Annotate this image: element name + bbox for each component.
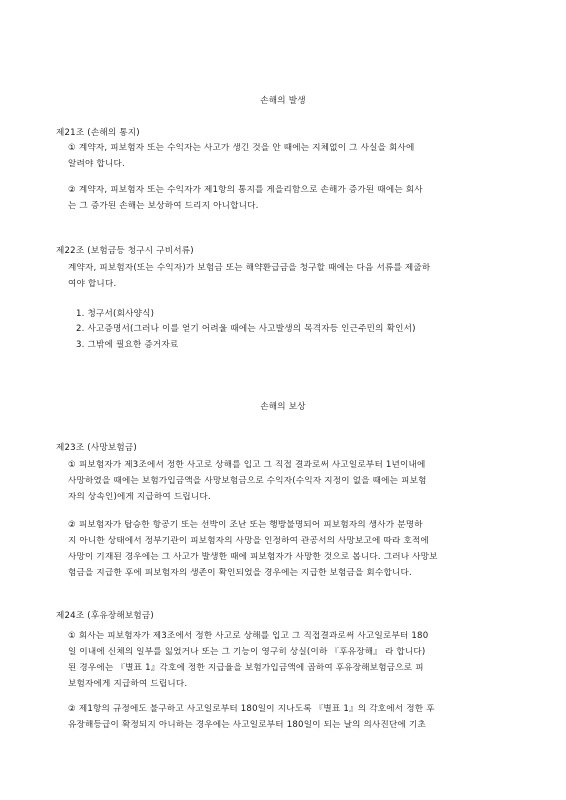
article-22-item-3: 3. 그밖에 필요한 증거자료 <box>76 340 179 350</box>
text-line: 사망하였을 때에는 보험가입금액을 사망보험금으로 수익자(수익자 지정이 없을 때에는 피보험 <box>68 476 427 486</box>
article-24-paragraph-2 <box>68 704 516 731</box>
article-23-heading: 제23조 (사망보험금) <box>56 443 137 453</box>
text-line: ① 계약자, 피보험자 또는 수익자는 사고가 생긴 것을 안 때에는 지체없이 그 사실을 회사에 <box>68 143 415 153</box>
article-21-paragraph-1 <box>68 143 516 170</box>
article-22-item-1: 1. 청구서(회사양식) <box>76 309 155 319</box>
article-23-paragraph-2 <box>68 520 516 579</box>
text-line: 된 경우에는 『별표 1』각호에 정한 지급율을 보험가입금액에 곱하여 후유장해보험금으로 피 <box>68 663 424 673</box>
text-line: ② 피보험자가 탑승한 항공기 또는 선박이 조난 또는 행방불명되어 피보험자의 생사가 분명하 <box>68 520 423 530</box>
text-line: ① 피보험자가 제3조에서 정한 사고로 상해를 입고 그 직접 결과로써 사고일로부터 1년이내에 <box>68 460 426 470</box>
text-line: 사망이 기재된 경우에는 그 사고가 발생한 때에 피보험자가 사망한 것으로 봅니다. 그러나 사망보 <box>68 552 438 562</box>
article-23-paragraph-1 <box>68 460 516 503</box>
article-21-paragraph-2 <box>68 185 516 212</box>
text-line: ① 회사는 피보험자가 제3조에서 정한 사고로 상해를 입고 그 직접결과로써 사고일로부터 180 <box>68 631 429 641</box>
text-line: 는 그 증가된 손해는 보상하여 드리지 아니합니다. <box>68 201 259 211</box>
text-line: 지 아니한 상태에서 정부기관이 피보험자의 사망을 인정하여 관공서의 사망보고에 따라 호적에 <box>68 536 429 546</box>
article-22-paragraph-1 <box>68 263 516 290</box>
text-line: 일 이내에 신체의 일부를 잃었거나 또는 그 기능이 영구히 상실(이하 『후유장해』 라 합니다) <box>68 647 426 657</box>
section-title-damage-occurrence: 손해의 발생 <box>260 96 306 106</box>
text-line: 유장해등급이 확정되지 아니하는 경우에는 사고일로부터 180일이 되는 날의 의사진단에 기초 <box>68 720 426 730</box>
text-line: ② 계약자, 피보험자 또는 수익자가 제1항의 통지를 게을리함으로 손해가 증가된 때에는 회사 <box>68 185 423 195</box>
text-line: ② 제1항의 규정에도 불구하고 사고일로부터 180일이 지나도록 『별표 1』의 각호에서 정한 후 <box>68 704 435 714</box>
text-line: 계약자, 피보험자(또는 수익자)가 보험금 또는 해약환급금을 청구할 때에는 다음 서류를 제출하 <box>68 263 431 273</box>
article-24-paragraph-1 <box>68 631 516 690</box>
article-22-heading: 제22조 (보험금등 청구시 구비서류) <box>56 246 194 256</box>
text-line: 보험자에게 지급하여 드립니다. <box>68 679 188 689</box>
text-line: 알려야 합니다. <box>68 159 125 169</box>
article-24-heading: 제24조 (후유장해보험금) <box>56 611 154 621</box>
text-line: 여야 합니다. <box>68 279 117 289</box>
text-line: 자의 상속인)에게 지급하여 드립니다. <box>68 492 211 502</box>
section-title-damage-compensation: 손해의 보상 <box>260 402 306 412</box>
article-22-item-2: 2. 사고증명서(그러나 이를 얻기 어려울 때에는 사고발생의 목격자등 인근주민의 확인서) <box>76 324 416 334</box>
text-line: 험금을 지급한 후에 피보험자의 생존이 확인되었을 경우에는 지급한 보험금을 회수합니다. <box>68 568 412 578</box>
article-21-heading: 제21조 (손해의 통지) <box>56 128 140 138</box>
